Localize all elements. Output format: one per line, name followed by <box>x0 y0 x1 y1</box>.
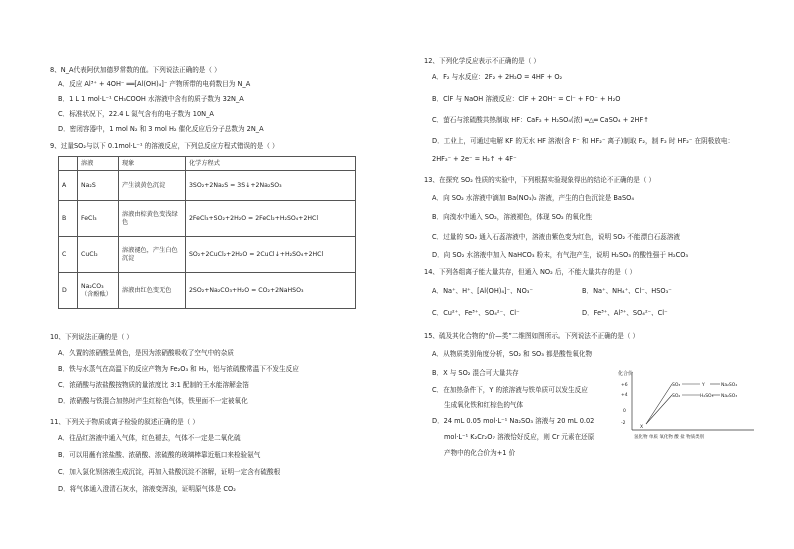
valence-class-diagram <box>616 368 756 440</box>
label-h2so3: H₂SO₃ <box>700 394 714 399</box>
q15-option-d-cont2: 产物中的化合价为+1 价 <box>444 449 516 457</box>
q15-option-a: A．从物质类别角度分析，SO₂ 和 SO₃ 都是酸性氧化物 <box>432 350 593 358</box>
row-equation: 2FeCl₃+SO₂+2H₂O = 2FeCl₂+H₂SO₄+2HCl <box>186 201 356 237</box>
table-header-cell: 溶液 <box>78 157 119 171</box>
y-tick: 0 <box>623 409 626 414</box>
q13-stem: 13、在探究 SO₂ 性质的实验中，下列根据实验现象得出的结论不正确的是（ ） <box>424 176 656 184</box>
q12-option-c: C．萤石与浓硫酸共热制取 HF：CaF₂ + H₂SO₄(浓) ═△═ CaSO₄ + 2HF↑ <box>432 116 649 124</box>
q12-option-d: D．工业上，可通过电解 KF 的无水 HF 溶液(含 F⁻ 和 HF₂⁻ 离子)制取 F₂，制 F₂ 时 HF₂⁻ 在阴极放电： <box>432 137 735 145</box>
q13-option-b: B．向溴水中通入 SO₂，溶液褪色，体现 SO₂ 的氧化性 <box>432 213 593 221</box>
y-tick: +4 <box>621 393 628 398</box>
q10-option-a: A．久置的浓硝酸呈黄色，是因为浓硝酸吸收了空气中的杂质 <box>58 349 234 357</box>
row-equation: SO₂+2CuCl₂+2H₂O = 2CuCl↓+H₂SO₄+2HCl <box>186 237 356 273</box>
q10-option-b: B．铁与水蒸气在高温下的反应产物为 Fe₂O₃ 和 H₂，铝与浓硫酸常温下不发生反应 <box>58 365 299 373</box>
row-solution: FeCl₃ <box>78 201 119 237</box>
row-solution: CuCl₂ <box>78 237 119 273</box>
q14-option-b: B．Na⁺、NH₄⁺、Cl⁻、HSO₃⁻ <box>582 287 672 295</box>
q15-option-c: C．在加热条件下，Y 的浓溶液与铁单质可以发生反应 <box>432 386 588 394</box>
q12-option-b: B．ClF 与 NaOH 溶液反应：ClF + 2OH⁻ = Cl⁻ + FO⁻ + H₂O <box>432 95 621 103</box>
row-phenomenon: 溶液由棕黄色变浅绿色 <box>119 201 186 237</box>
y-tick: -2 <box>621 421 626 426</box>
table-header-cell <box>59 157 78 171</box>
row-solution: Na₂S <box>78 171 119 201</box>
q8-option-d: D．密闭容器中，1 mol N₂ 和 3 mol H₂ 催化反应后分子总数为 2N_A <box>58 125 264 133</box>
row-phenomenon: 溶液由红色变无色 <box>119 273 186 309</box>
row-tag: D <box>59 273 78 309</box>
row-solution: Na₂CO₃（含酚酞） <box>78 273 119 309</box>
label-na2so3: Na₂SO₃ <box>721 394 738 399</box>
label-so3: SO₃ <box>672 383 681 388</box>
q11-stem: 11、下列关于物质或离子检验的叙述正确的是（ ） <box>50 418 199 426</box>
q11-option-b: B．可以用蘸有浓盐酸、浓硝酸、浓硫酸的玻璃棒靠近瓶口来检验氨气 <box>58 451 261 459</box>
q14-stem: 14、下列各组离子能大量共存，但通入 NO₂ 后，不能大量共存的是（ ） <box>424 268 637 276</box>
row-tag: A <box>59 171 78 201</box>
row-equation: 3SO₂+2Na₂S = 3S↓+2Na₂SO₃ <box>186 171 356 201</box>
arrow-x-so3 <box>646 384 672 424</box>
table-header-cell: 化学方程式 <box>186 157 356 171</box>
q9-table <box>58 156 356 309</box>
y-tick: +6 <box>621 383 628 388</box>
q14-option-a: A．Na⁺、H⁺、[Al(OH)₄]⁻、NO₃⁻ <box>432 287 533 295</box>
q11-option-d: D．将气体通入澄清石灰水，溶液变浑浊，证明原气体是 CO₂ <box>58 485 236 493</box>
label-x: X <box>640 425 644 430</box>
y-axis-label: 化合价 <box>618 371 634 377</box>
q12-option-a: A．F₂ 与水反应：2F₂ + 2H₂O = 4HF + O₂ <box>432 73 563 81</box>
q8-option-a: A．反应 Al³⁺ + 4OH⁻ ══[Al(OH)₄]⁻ 产物所带的电荷数目为 N_A <box>58 80 251 88</box>
q10-stem: 10、下列说法正确的是（ ） <box>50 333 134 341</box>
q15-option-d-cont1: mol·L⁻¹ K₂Cr₂O₇ 溶液恰好反应，则 Cr 元素在还原 <box>444 433 595 441</box>
q11-option-c: C．加入氯化钡溶液生成沉淀，再加入盐酸沉淀不溶解，证明一定含有硫酸根 <box>58 468 281 476</box>
q13-option-d: D．向 SO₂ 水溶液中加入 NaHCO₃ 粉末，有气泡产生，说明 H₂SO₃ 的酸性强于 H₂CO₃ <box>432 251 689 259</box>
x-axis-label: 氢化物 单质 氧化物 酸 盐 物质类别 <box>634 435 705 440</box>
q9-stem: 9、过量SO₂与以下 0.1mol·L⁻¹ 的溶液反应，下列总反应方程式错误的是（ ） <box>50 142 279 150</box>
table-row <box>59 201 356 237</box>
label-na2so4: Na₂SO₄ <box>721 383 738 388</box>
row-equation: 2SO₂+Na₂CO₃+H₂O = CO₂+2NaHSO₃ <box>186 273 356 309</box>
q14-option-c: C．Cu²⁺、Fe³⁺、SO₄²⁻、Cl⁻ <box>432 309 520 317</box>
table-header-cell: 现象 <box>119 157 186 171</box>
table-row <box>59 237 356 273</box>
q15-stem: 15、硫及其化合物的“价—类”二维图如图所示。下列说法不正确的是（ ） <box>424 332 640 340</box>
q12-stem: 12、下列化学反应表示不正确的是（ ） <box>424 57 540 65</box>
q15-option-c-cont: 生成氧化铁和红棕色的气体 <box>444 401 524 409</box>
table-header-row <box>59 157 356 171</box>
q10-option-c: C．浓硝酸与浓盐酸按物质的量浓度比 3:1 配制的王水能溶解金箔 <box>58 381 249 389</box>
q11-option-a: A．往品红溶液中通入气体，红色褪去，气体不一定是二氧化硫 <box>58 434 241 442</box>
q10-option-d: D．浓硝酸与铁混合加热时产生红棕色气体，铁里面不一定被氧化 <box>58 397 248 405</box>
q13-option-c: C．过量的 SO₂ 通入石蕊溶液中，溶液由紫色变为红色，说明 SO₂ 不能漂白石蕊溶液 <box>432 233 681 241</box>
arrow-x-so2 <box>646 395 672 424</box>
q15-option-d: D．24 mL 0.05 mol·L⁻¹ Na₂SO₃ 溶液与 20 mL 0.02 <box>432 417 595 425</box>
table-row <box>59 171 356 201</box>
q8-option-c: C．标准状况下，22.4 L 氮气含有的电子数为 10N_A <box>58 110 214 118</box>
q13-option-a: A．向 SO₂ 水溶液中滴加 Ba(NO₃)₂ 溶液，产生的白色沉淀是 BaSO₄ <box>432 194 634 202</box>
row-tag: B <box>59 201 78 237</box>
table-row <box>59 273 356 309</box>
q14-option-d: D．Fe³⁺、Al³⁺、SO₄²⁻、Cl⁻ <box>582 309 668 317</box>
q8-stem: 8、N_A代表阿伏加德罗常数的值。下列说法正确的是（ ） <box>50 66 221 74</box>
label-y: Y <box>702 383 705 388</box>
q15-option-b: B．X 与 SO₂ 混合可大量共存 <box>432 369 519 377</box>
row-phenomenon: 溶液褪色，产生白色沉淀 <box>119 237 186 273</box>
q8-option-b: B．1 L 1 mol·L⁻¹ CH₃COOH 水溶液中含有的质子数为 32N_A <box>58 95 244 103</box>
q12-option-d-cont: 2HF₂⁻ + 2e⁻ = H₂↑ + 4F⁻ <box>432 155 517 163</box>
row-phenomenon: 产生淡黄色沉淀 <box>119 171 186 201</box>
row-tag: C <box>59 237 78 273</box>
label-so2: SO₂ <box>672 394 681 399</box>
